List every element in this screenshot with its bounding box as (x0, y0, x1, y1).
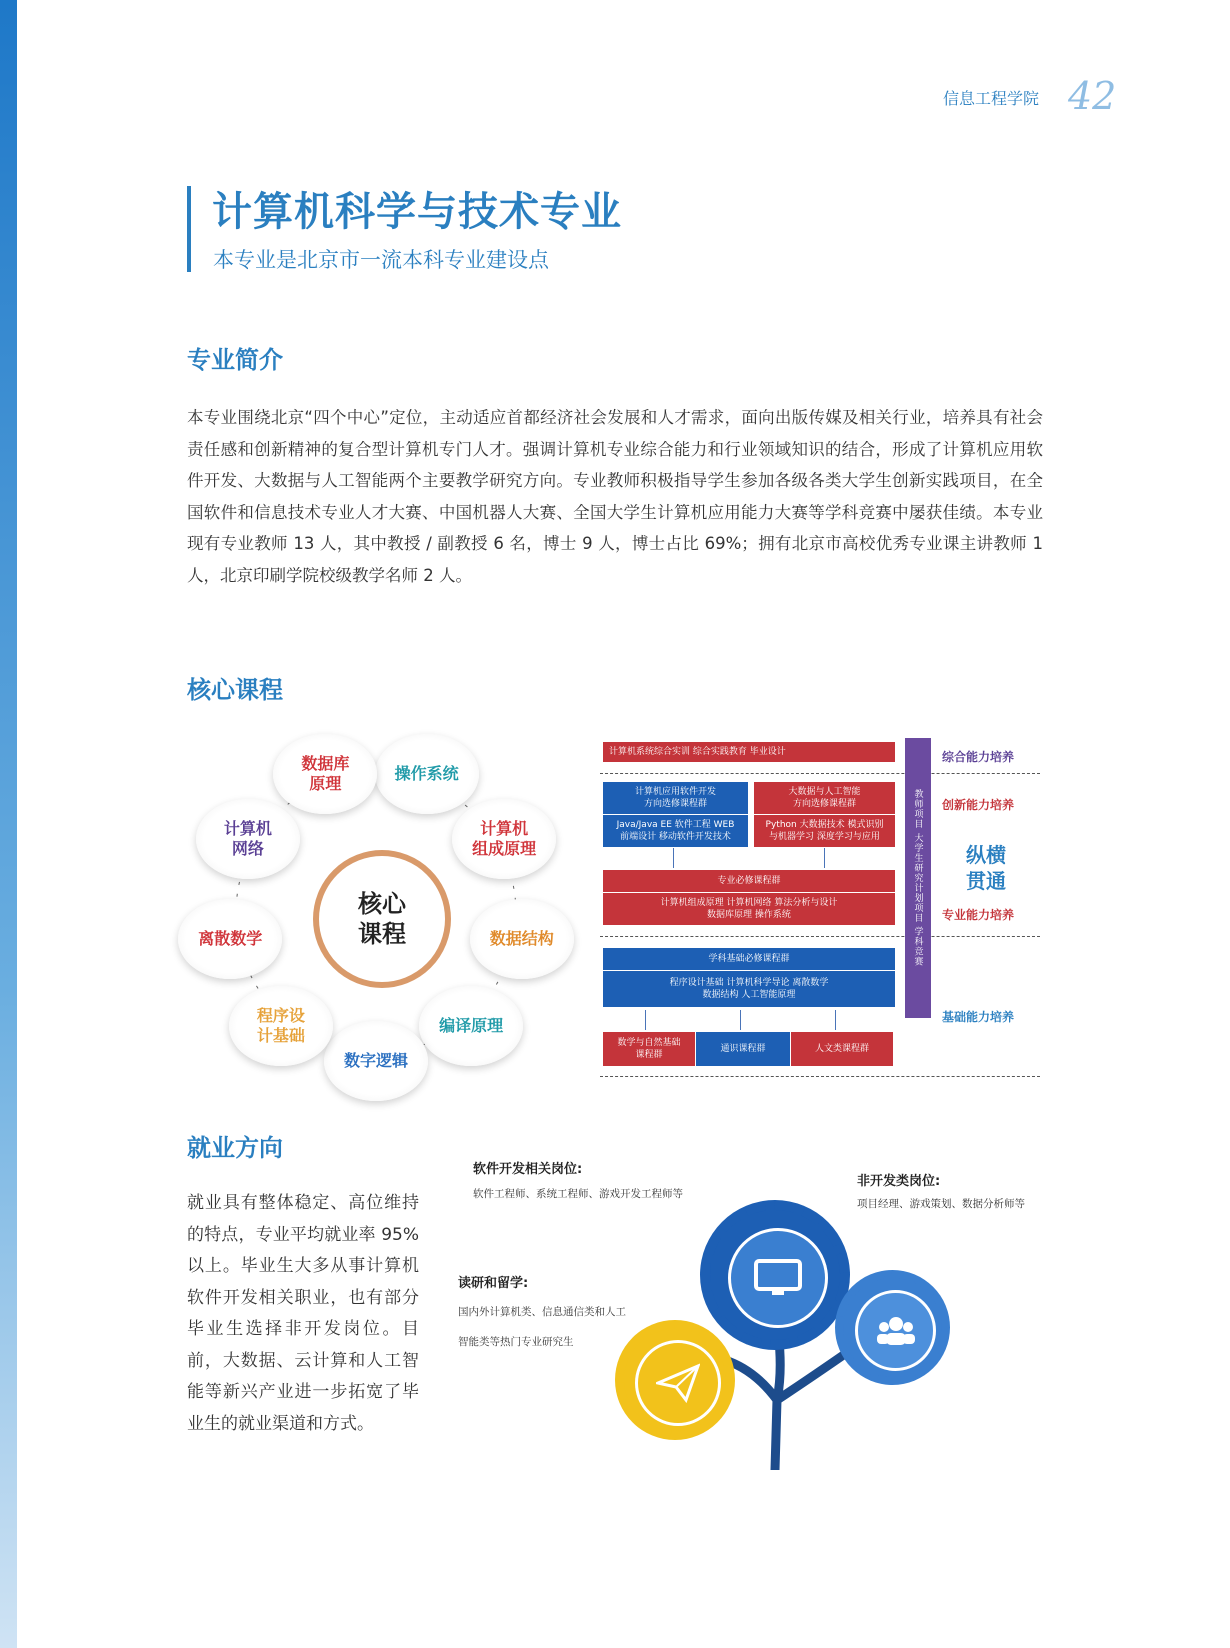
general-course-group: 通识课程群 (696, 1032, 790, 1066)
label-professional: 专业能力培养 (942, 908, 1015, 922)
people-glyph (876, 1315, 916, 1347)
people-icon (855, 1290, 936, 1371)
ai-dir-body: Python 大数据技术 模式识别 与机器学习 深度学习与应用 (754, 815, 895, 847)
humanities-course-group: 人文类课程群 (791, 1032, 893, 1066)
core-course-node: 数据库 原理 (273, 734, 377, 814)
monitor-glyph (753, 1258, 803, 1298)
study-title: 读研和留学: (458, 1276, 529, 1291)
core-course-node: 程序设 计基础 (229, 986, 333, 1066)
flow-arrow (645, 1010, 646, 1030)
core-course-ring (200, 735, 560, 1095)
college-name: 信息工程学院 (943, 89, 1040, 108)
paper-plane-glyph (656, 1363, 700, 1403)
study-text-1: 国内外计算机类、信息通信类和人工 (458, 1306, 626, 1318)
core-course-node: 离散数学 (178, 899, 282, 979)
major-course-title: 专业必修课程群 (603, 870, 895, 893)
flow-arrow (835, 1010, 836, 1030)
core-course-node: 计算机 组成原理 (452, 799, 556, 879)
math-course-group: 数学与自然基础 课程群 (603, 1032, 695, 1066)
flow-arrow (673, 848, 674, 868)
software-jobs-title: 软件开发相关岗位: (473, 1162, 583, 1177)
ai-dir-title: 大数据与人工智能 方向选修课程群 (754, 782, 895, 815)
app-dir-title: 计算机应用软件开发 方向选修课程群 (603, 782, 748, 815)
divider-line (600, 1076, 1040, 1077)
divider-line (600, 936, 1040, 937)
core-heading: 核心课程 (187, 676, 283, 704)
intro-heading: 专业简介 (187, 346, 283, 374)
careers-illustration (455, 1162, 1045, 1470)
top-practice-bar: 计算机系统综合实训 综合实践教育 毕业设计 (603, 742, 895, 762)
core-course-node: 数字逻辑 (324, 1021, 428, 1101)
flow-arrow (740, 1010, 741, 1030)
research-vertical-bar: 教师项目 大学生研究计划项目 学科竞赛 (905, 738, 931, 1018)
nondev-jobs-text: 项目经理、游戏策划、数据分析师等 (857, 1198, 1025, 1210)
core-course-node: 计算机 网络 (196, 799, 300, 879)
page-number: 42 (1068, 74, 1117, 118)
flow-arrow (824, 848, 825, 868)
side-accent-bar (0, 0, 17, 1648)
intro-paragraph: 本专业围绕北京“四个中心”定位，主动适应首都经济社会发展和人才需求，面向出版传媒及相关行业，培养具有社会责任感和创新精神的复合型计算机专门人才。强调计算机专业综合能力和行业领域知识的结合，形成了计算机应用软件开发、大数据与人工智能两个主要教学研究方向。专业教师积极指导学生参加各级各类大学生创新实践项目，在全国软件和信息技术专业人才大赛、中国机器人大赛、全国大学生计算机应用能力大赛等学科竞赛中屡获佳绩。本专业现有专业教师 13 人，其中教授 / 副教授 6 名，博士 9 人，博士占比 69%；拥有北京市高校优秀专业课主讲教师 1 人，北京印刷学院校级教学名师 2 人。 (187, 408, 1043, 585)
base-course-title: 学科基础必修课程群 (603, 948, 895, 971)
label-innovation: 创新能力培养 (942, 798, 1015, 812)
core-course-node: 编译原理 (419, 986, 523, 1066)
core-course-node: 操作系统 (375, 734, 479, 814)
app-dir-body: Java/Java EE 软件工程 WEB 前端设计 移动软件开发技术 (603, 815, 748, 847)
page-title: 计算机科学与技术专业 (212, 189, 622, 235)
nondev-jobs-title: 非开发类岗位: (857, 1174, 941, 1189)
core-center-label (313, 850, 451, 988)
core-center-text: 核心 课程 (358, 890, 406, 948)
curriculum-flow-diagram (600, 738, 1040, 1083)
core-course-node: 数据结构 (470, 899, 574, 979)
careers-heading: 就业方向 (187, 1134, 283, 1162)
paper-plane-icon (635, 1340, 721, 1426)
label-basic: 基础能力培养 (942, 1010, 1015, 1024)
title-accent-bar (187, 186, 191, 272)
study-text-2: 智能类等热门专业研究生 (458, 1336, 574, 1348)
page-subtitle: 本专业是北京市一流本科专业建设点 (213, 248, 549, 272)
software-jobs-text: 软件工程师、系统工程师、游戏开发工程师等 (473, 1188, 683, 1200)
monitor-icon (728, 1228, 828, 1328)
label-comprehensive: 综合能力培养 (942, 750, 1015, 764)
careers-paragraph: 就业具有整体稳定、高位维持的特点，专业平均就业率 95% 以上。毕业生大多从事计算机软件开发相关职业，也有部分毕业生选择非开发岗位。目前，大数据、云计算和人工智能等新兴产业进一步拓宽了毕业生的就业渠道和方式。 (187, 1193, 419, 1434)
label-connect: 纵横 贯通 (966, 843, 1006, 893)
divider-line (600, 773, 1040, 774)
major-course-body: 计算机组成原理 计算机网络 算法分析与设计 数据库原理 操作系统 (603, 893, 895, 925)
base-course-body: 程序设计基础 计算机科学导论 离散数学 数据结构 人工智能原理 (603, 971, 895, 1007)
